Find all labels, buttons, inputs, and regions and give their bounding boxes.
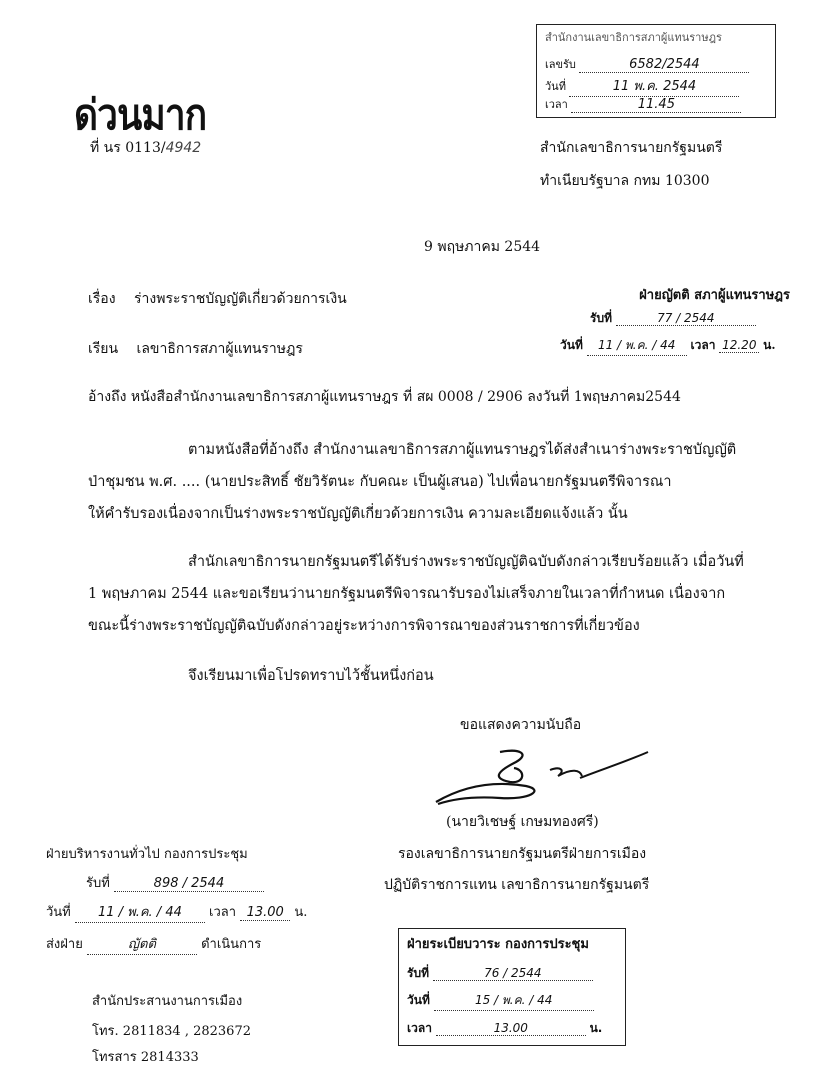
footer-fax: โทรสาร 2814333 — [92, 1050, 199, 1065]
stamp-top-recv-value: 6582/2544 — [579, 57, 749, 73]
ref-number — [90, 140, 201, 157]
sender-address: ทำเนียบรัฐบาล กทม 10300 — [540, 173, 710, 189]
stamp-agenda-time-value: 13.00 — [436, 1021, 586, 1036]
body-p2-line: ขณะนี้ร่างพระราชบัญญัติฉบับดังกล่าวอยู่ระหว่างการพิจารณาของส่วนราชการที่เกี่ยวข้อง — [88, 618, 640, 634]
stamp-general-date-value: 11 / พ.ค. / 44 — [75, 901, 205, 923]
stamp-top-date-value: 11 พ.ค. 2544 — [569, 75, 739, 97]
stamp-committee — [560, 284, 790, 356]
letter-date: 9 พฤษภาคม 2544 — [424, 239, 541, 255]
stamp-general-time-label: เวลา — [209, 905, 237, 920]
stamp-committee-date-label: วันที่ — [560, 338, 583, 352]
stamp-agenda — [398, 928, 626, 1046]
stamp-committee-time-value: 12.20 — [719, 338, 759, 353]
stamp-committee-date-value: 11 / พ.ค. / 44 — [587, 336, 687, 356]
stamp-agenda-date-label: วันที่ — [407, 993, 430, 1007]
stamp-committee-recv-value: 77 / 2544 — [616, 311, 756, 326]
stamp-general-send-suffix: ดำเนินการ — [201, 937, 262, 952]
signer-name: (นายวิเชษฐ์ เกษมทองศรี) — [446, 814, 599, 830]
signer-title-2: ปฏิบัติราชการแทน เลขาธิการนายกรัฐมนตรี — [384, 877, 650, 893]
stamp-general-send-value: ญัตติ — [87, 933, 197, 955]
stamp-committee-time-suffix: น. — [763, 338, 776, 352]
stamp-agenda-recv-label: รับที่ — [407, 966, 429, 980]
stamp-agenda-title: ฝ่ายระเบียบวาระ กองการประชุม — [407, 937, 589, 952]
stamp-agenda-date-value: 15 / พ.ค. / 44 — [434, 991, 594, 1011]
stamp-general-time-suffix: น. — [294, 905, 308, 920]
addressee-line — [88, 341, 303, 358]
body-p2-line: สำนักเลขาธิการนายกรัฐมนตรีได้รับร่างพระราชบัญญัติฉบับดังกล่าวเรียบร้อยแล้ว เมื่อวันที่ — [188, 554, 744, 570]
subject-line — [88, 291, 347, 308]
body-p1-line: ป่าชุมชน พ.ศ. .... (นายประสิทธิ์ ชัยวิรัตนะ กับคณะ เป็นผู้เสนอ) ไปเพื่อนายกรัฐมนตรีพิจารณา — [88, 474, 672, 490]
body-paragraph-2 — [88, 546, 768, 642]
stamp-general-recv-label: รับที่ — [86, 876, 110, 891]
footer-office: สำนักประสานงานการเมือง — [92, 994, 243, 1009]
stamp-agenda-time-label: เวลา — [407, 1021, 432, 1035]
stamp-committee-time-label: เวลา — [690, 338, 716, 352]
body-paragraph-3: จึงเรียนมาเพื่อโปรดทราบไว้ชั้นหนึ่งก่อน — [188, 668, 434, 684]
body-paragraph-1 — [88, 434, 768, 530]
stamp-general — [46, 843, 316, 955]
signature — [430, 740, 660, 810]
stamp-committee-recv-label: รับที่ — [590, 311, 612, 325]
body-p2-line: 1 พฤษภาคม 2544 และขอเรียนว่านายกรัฐมนตรีพิจารณารับรองไม่เสร็จภายในเวลาที่กำหนด เนื่องจาก — [88, 586, 726, 602]
closing: ขอแสดงความนับถือ — [460, 717, 582, 733]
stamp-top-date-label: วันที่ — [545, 80, 566, 93]
body-p1-line: ตามหนังสือที่อ้างถึง สำนักงานเลขาธิการสภาผู้แทนราษฎรได้ส่งสำเนาร่างพระราชบัญญัติ — [188, 442, 737, 458]
stamp-top-time-value: 11.45 — [571, 97, 741, 113]
addressee-label: เรียน — [88, 341, 119, 357]
stamp-committee-title: ฝ่ายญัตติ สภาผู้แทนราษฎร — [639, 288, 790, 303]
stamp-general-send-label: ส่งฝ่าย — [46, 937, 83, 952]
sender-office: สำนักเลขาธิการนายกรัฐมนตรี — [540, 140, 723, 156]
stamp-general-title: ฝ่ายบริหารงานทั่วไป กองการประชุม — [46, 847, 248, 862]
body-p1-line: ให้คำรับรองเนื่องจากเป็นร่างพระราชบัญญัติเกี่ยวด้วยการเงิน ความละเอียดแจ้งแล้ว นั้น — [88, 506, 628, 522]
stamp-agenda-time-suffix: น. — [589, 1021, 603, 1035]
subject-text: ร่างพระราชบัญญัติเกี่ยวด้วยการเงิน — [134, 291, 347, 307]
stamp-top-line1: สำนักงานเลขาธิการสภาผู้แทนราษฎร — [545, 31, 722, 44]
receipt-stamp-top — [536, 24, 776, 118]
stamp-general-time-value: 13.00 — [240, 905, 290, 921]
footer-tel: โทร. 2811834 , 2823672 — [92, 1024, 251, 1039]
reference-line: อ้างถึง หนังสือสำนักงานเลขาธิการสภาผู้แทนราษฎร ที่ สผ 0008 / 2906 ลงวันที่ 1พฤษภาคม2544 — [88, 389, 681, 405]
stamp-top-recv-label: เลขรับ — [545, 58, 576, 71]
subject-label: เรื่อง — [88, 291, 116, 307]
ref-number-prefix: ที่ นร 0113/ — [90, 140, 166, 156]
urgency-heading: ด่วนมาก — [74, 90, 207, 139]
stamp-top-time-label: เวลา — [545, 98, 568, 111]
addressee-text: เลขาธิการสภาผู้แทนราษฎร — [136, 341, 303, 357]
signer-title-1: รองเลขาธิการนายกรัฐมนตรีฝ่ายการเมือง — [398, 846, 647, 862]
stamp-agenda-recv-value: 76 / 2544 — [433, 966, 593, 981]
stamp-general-date-label: วันที่ — [46, 905, 71, 920]
stamp-general-recv-value: 898 / 2544 — [114, 876, 264, 892]
ref-number-handwritten: 4942 — [165, 140, 202, 156]
